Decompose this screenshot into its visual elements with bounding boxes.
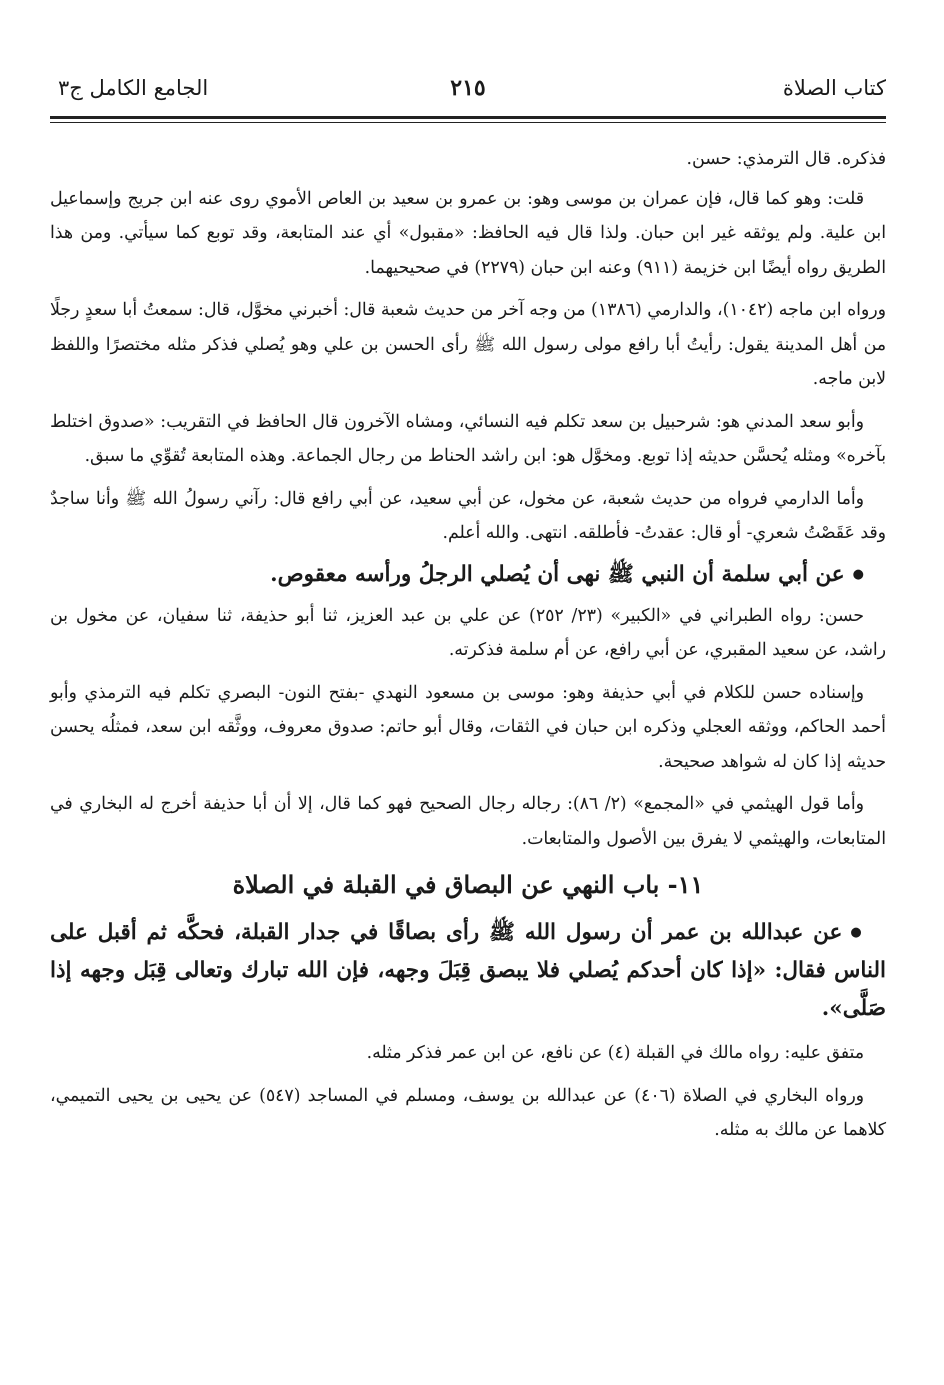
chapter-title: كتاب الصلاة	[782, 76, 886, 100]
page-number: ٢١٥	[450, 75, 486, 101]
hadith-text	[50, 556, 886, 594]
paragraph: متفق عليه: رواه مالك في القبلة (٤) عن نافع، عن ابن عمر فذكر مثله.	[366, 1043, 864, 1063]
bullet-icon: ●	[850, 925, 865, 940]
header-rule-thick	[50, 116, 886, 119]
paragraph: قلت: وهو كما قال، فإن عمران بن موسى وهو: بن عمرو بن سعيد بن العاص الأموي روى عنه ابن جريج وإسماعيل ابن علية. ولم يوثقه غير ابن حبان. ولذا قال فيه الحافظ: «مقبول» أي عند المتابعة، وقد توبع كما سيأتي. ومن هذا الطريق رواه أيضًا ابن خزيمة (٩١١) وعنه ابن حبان (٢٢٧٩) في صحيحيهما.	[50, 188, 886, 278]
section-heading: ١١- باب النهي عن البصاق في القبلة في الصلاة	[232, 870, 704, 899]
hadith-body: عن أبي سلمة أن النبي ﷺ نهى أن يُصلي الرجلُ ورأسه معقوص.	[270, 561, 845, 587]
hadith-text	[50, 914, 886, 1028]
paragraph: وأبو سعد المدني هو: شرحبيل بن سعد تكلم فيه النسائي، ومشاه الآخرون قال الحافظ في التقريب: «صدوق اختلط بآخره» ومثله يُحسَّن حديثه إذا توبع. ومخوَّل هو: ابن راشد الحناط من رجال الجماعة. وهذه المتابعة تُقوِّي ما سبق.	[50, 411, 886, 466]
bullet-icon: ●	[852, 566, 864, 582]
hadith-body: عن عبدالله بن عمر أن رسول الله ﷺ رأى بصاقًا في جدار القبلة، فحكَّه ثم أقبل على الناس فقال: «إذا كان أحدكم يُصلي فلا يبصق قِبَلَ وجهه، فإن الله تبارك وتعالى قِبَل وجهه إذا صَلَّى».	[50, 920, 886, 1021]
paragraph: وأما الدارمي فرواه من حديث شعبة، عن مخول، عن أبي سعيد، عن أبي رافع قال: رآني رسولُ الله ﷺ وأنا ساجدٌ وقد عَقَصْتُ شعري- أو قال: عقدتُ- فأطلقه. انتهى. والله أعلم.	[50, 488, 886, 543]
book-title: الجامع الكامل ج٣	[58, 76, 209, 100]
book-page	[50, 0, 886, 1385]
paragraph: فذكره. قال الترمذي: حسن.	[686, 149, 886, 169]
page-header	[50, 70, 886, 110]
paragraph: حسن: رواه الطبراني في «الكبير» (٢٣/ ٢٥٢) عن علي بن عبد العزيز، ثنا أبو حذيفة، ثنا سفيان، عن مخول بن راشد، عن سعيد المقبري، عن أبي رافع، عن أم سلمة فذكرته.	[50, 605, 886, 660]
paragraph: ورواه ابن ماجه (١٠٤٢)، والدارمي (١٣٨٦) من وجه آخر من حديث شعبة قال: أخبرني مخوَّل، قال: سمعتُ أبا سعدٍ رجلًا من أهل المدينة يقول: رأيتُ أبا رافع مولى رسول الله ﷺ رأى الحسن بن علي وهو يُصلي فذكر مثله مختصرًا واللفظ لابن ماجه.	[50, 300, 886, 389]
paragraph: وإسناده حسن للكلام في أبي حذيفة وهو: موسى بن مسعود النهدي -بفتح النون- البصري تكلم فيه الترمذي وأبو أحمد الحاكم، ووثقه العجلي وذكره ابن حبان في الثقات، وقال أبو حاتم: صدوق معروف، ووثَّقه ابن سعد، فمثلُه يحسن حديثه إذا كان له شواهد صحيحة.	[50, 682, 886, 772]
page-content	[50, 142, 886, 1148]
paragraph: وأما قول الهيثمي في «المجمع» (٢/ ٨٦): رجاله رجال الصحيح فهو كما قال، إلا أن أبا حذيفة أخرج له البخاري في المتابعات، والهيثمي لا يفرق بين الأصول والمتابعات.	[50, 794, 886, 849]
paragraph: ورواه البخاري في الصلاة (٤٠٦) عن عبدالله بن يوسف، ومسلم في المساجد (٥٤٧) عن يحيى بن يحيى التميمي، كلاهما عن مالك به مثله.	[50, 1085, 886, 1140]
header-rule-thin	[50, 122, 886, 123]
